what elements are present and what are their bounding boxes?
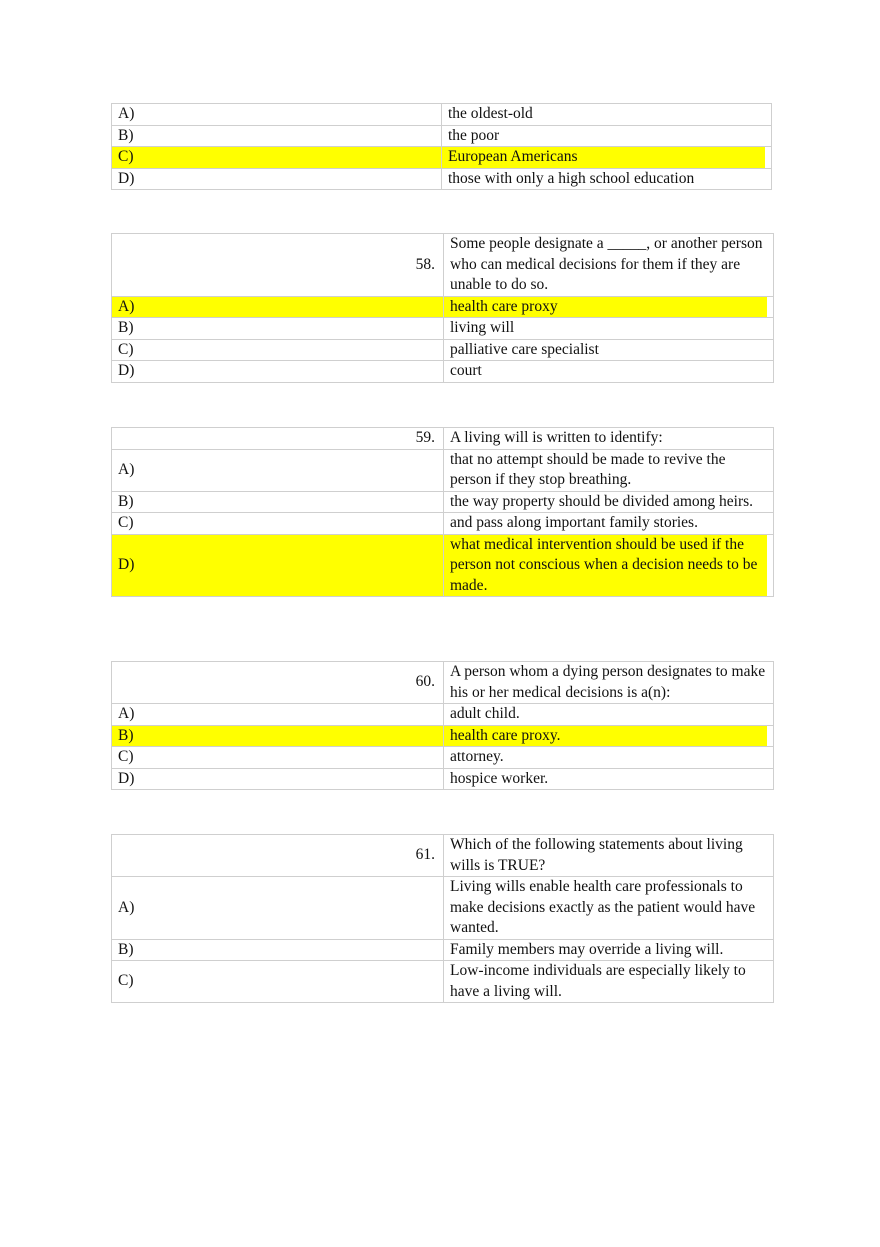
- option-text: the poor: [442, 125, 772, 147]
- option-letter: B): [112, 125, 442, 147]
- question-row: [112, 234, 774, 297]
- option-row-a: [112, 877, 774, 940]
- question-number: 60.: [112, 662, 444, 704]
- option-letter: D): [112, 361, 444, 383]
- option-row-b: [112, 125, 772, 147]
- option-row-b: [112, 939, 774, 961]
- option-row-b-highlighted: [112, 725, 774, 747]
- option-text: health care proxy.: [444, 725, 774, 747]
- option-text: Low-income individuals are especially likely to have a living will.: [444, 961, 774, 1003]
- option-text: living will: [444, 318, 774, 340]
- question-row: [112, 428, 774, 450]
- option-text: European Americans: [442, 147, 772, 169]
- option-text: hospice worker.: [444, 768, 774, 790]
- option-text: adult child.: [444, 704, 774, 726]
- option-letter: C): [112, 747, 444, 769]
- option-row-a: [112, 704, 774, 726]
- question-text: Which of the following statements about living wills is TRUE?: [444, 835, 774, 877]
- question-61-table: [111, 834, 774, 1003]
- option-letter: A): [112, 104, 442, 126]
- option-row-b: [112, 318, 774, 340]
- option-row-d-highlighted: [112, 534, 774, 597]
- option-letter: D): [112, 534, 444, 597]
- option-text: the oldest-old: [442, 104, 772, 126]
- option-letter: A): [112, 449, 444, 491]
- option-letter: B): [112, 318, 444, 340]
- option-letter: C): [112, 339, 444, 361]
- option-letter: A): [112, 877, 444, 940]
- question-57-table: [111, 103, 772, 190]
- question-text: A living will is written to identify:: [444, 428, 774, 450]
- question-58-table: [111, 233, 774, 383]
- option-text: health care proxy: [444, 296, 774, 318]
- option-text: and pass along important family stories.: [444, 513, 774, 535]
- option-letter: C): [112, 147, 442, 169]
- question-60-table: [111, 661, 774, 790]
- option-row-d: [112, 768, 774, 790]
- option-row-c-highlighted: [112, 147, 772, 169]
- option-letter: A): [112, 704, 444, 726]
- option-row-c: [112, 747, 774, 769]
- option-row-a: [112, 449, 774, 491]
- question-row: [112, 835, 774, 877]
- question-number: 58.: [112, 234, 444, 297]
- option-text: court: [444, 361, 774, 383]
- option-row-c: [112, 513, 774, 535]
- question-text: Some people designate a _____, or another person who can medical decisions for them if they are unable to do so.: [444, 234, 774, 297]
- option-row-c: [112, 339, 774, 361]
- option-letter: C): [112, 513, 444, 535]
- option-row-d: [112, 168, 772, 190]
- option-letter: C): [112, 961, 444, 1003]
- question-number: 61.: [112, 835, 444, 877]
- option-row-a: [112, 104, 772, 126]
- option-letter: B): [112, 939, 444, 961]
- option-text: Family members may override a living will.: [444, 939, 774, 961]
- option-text: palliative care specialist: [444, 339, 774, 361]
- option-row-c: [112, 961, 774, 1003]
- option-text: those with only a high school education: [442, 168, 772, 190]
- option-row-a-highlighted: [112, 296, 774, 318]
- question-number: 59.: [112, 428, 444, 450]
- question-text: A person whom a dying person designates to make his or her medical decisions is a(n):: [444, 662, 774, 704]
- option-letter: A): [112, 296, 444, 318]
- question-59-table: [111, 427, 774, 597]
- option-row-d: [112, 361, 774, 383]
- option-row-b: [112, 491, 774, 513]
- option-letter: D): [112, 768, 444, 790]
- option-letter: B): [112, 725, 444, 747]
- option-text: attorney.: [444, 747, 774, 769]
- option-text: that no attempt should be made to revive the person if they stop breathing.: [444, 449, 774, 491]
- option-letter: D): [112, 168, 442, 190]
- option-text: Living wills enable health care professionals to make decisions exactly as the patient would have wanted.: [444, 877, 774, 940]
- option-text: what medical intervention should be used if the person not conscious when a decision needs to be made.: [444, 534, 774, 597]
- option-text: the way property should be divided among heirs.: [444, 491, 774, 513]
- question-row: [112, 662, 774, 704]
- option-letter: B): [112, 491, 444, 513]
